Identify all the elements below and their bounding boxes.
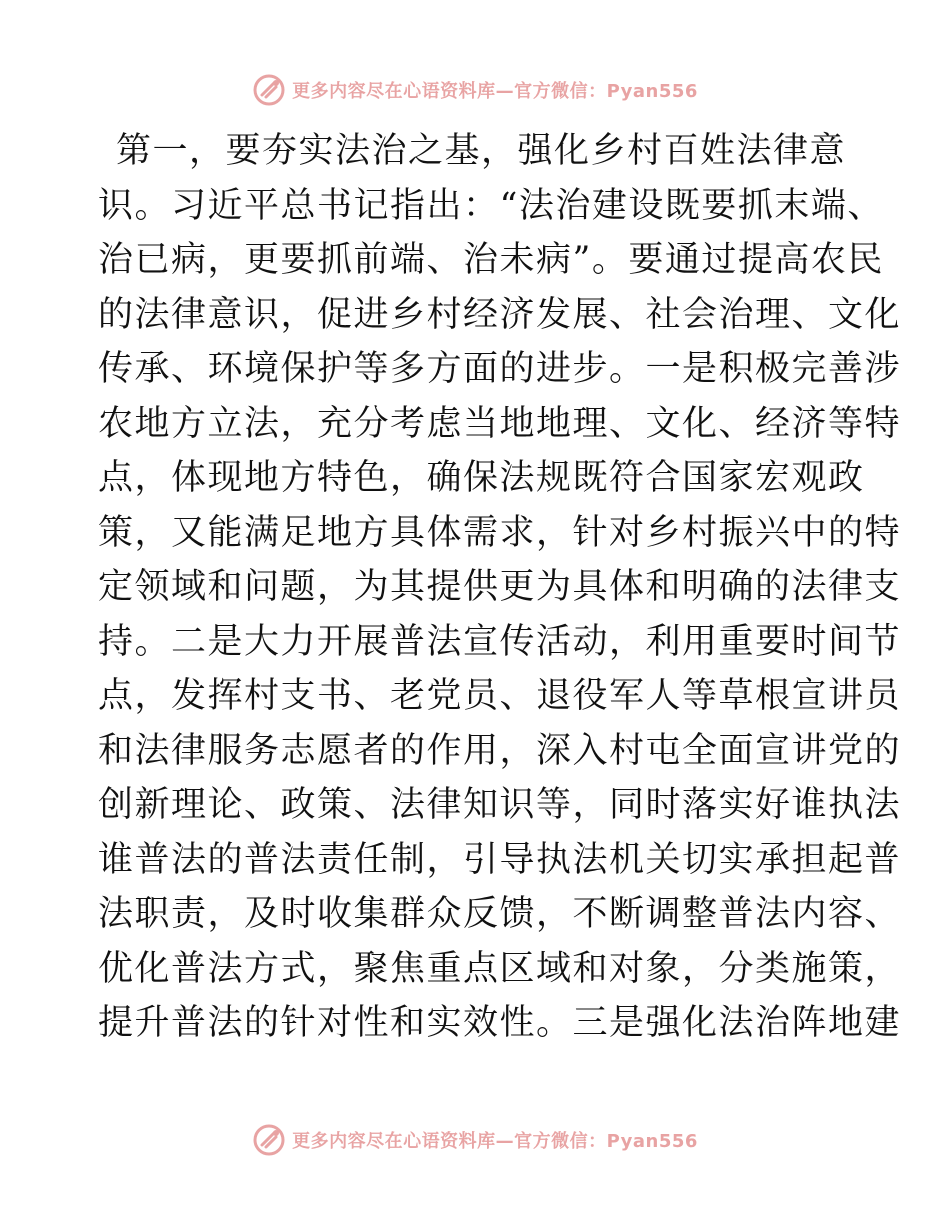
paragraph-line: 策，又能满足地方具体需求，针对乡村振兴中的特 — [98, 512, 902, 553]
paragraph-line: 和法律服务志愿者的作用，深入村屯全面宣讲党的 — [98, 730, 902, 771]
watermark-text: 更多内容尽在心语资料库—官方微信：Pyan556 — [292, 1131, 698, 1152]
document-paragraph — [98, 124, 902, 1051]
paragraph-line: 谁普法的普法责任制，引导执法机关切实承担起普 — [98, 839, 902, 880]
watermark-text: 更多内容尽在心语资料库—官方微信：Pyan556 — [292, 81, 698, 102]
paragraph-line: 识。习近平总书记指出：“法治建设既要抓末端、 — [98, 185, 884, 226]
paragraph-line: 农地方立法，充分考虑当地地理、文化、经济等特 — [98, 403, 902, 444]
paragraph-line: 持。二是大力开展普法宣传活动，利用重要时间节 — [98, 621, 902, 662]
seal-logo-icon — [252, 73, 286, 107]
seal-logo-icon — [252, 1123, 286, 1157]
paragraph-line: 治已病，更要抓前端、治未病”。要通过提高农民 — [98, 240, 884, 280]
header-watermark — [0, 70, 950, 110]
footer-watermark — [0, 1120, 950, 1160]
paragraph-line: 点，发挥村支书、老党员、退役军人等草根宣讲员 — [98, 676, 902, 716]
paragraph-line: 点，体现地方特色，确保法规既符合国家宏观政 — [98, 458, 865, 498]
paragraph-line: 传承、环境保护等多方面的进步。一是积极完善涉 — [98, 349, 902, 389]
paragraph-line: 定领域和问题，为其提供更为具体和明确的法律支 — [98, 567, 902, 607]
paragraph-line: 法职责，及时收集群众反馈，不断调整普法内容、 — [98, 894, 902, 934]
paragraph-line: 创新理论、政策、法律知识等，同时落实好谁执法 — [98, 785, 902, 825]
paragraph-line: 的法律意识，促进乡村经济发展、社会治理、文化 — [98, 294, 902, 335]
paragraph-line: 优化普法方式，聚焦重点区域和对象，分类施策， — [98, 948, 902, 989]
paragraph-line: 第一，要夯实法治之基，强化乡村百姓法律意 — [116, 131, 847, 171]
paragraph-line: 提升普法的针对性和实效性。三是强化法治阵地建 — [98, 1003, 902, 1043]
